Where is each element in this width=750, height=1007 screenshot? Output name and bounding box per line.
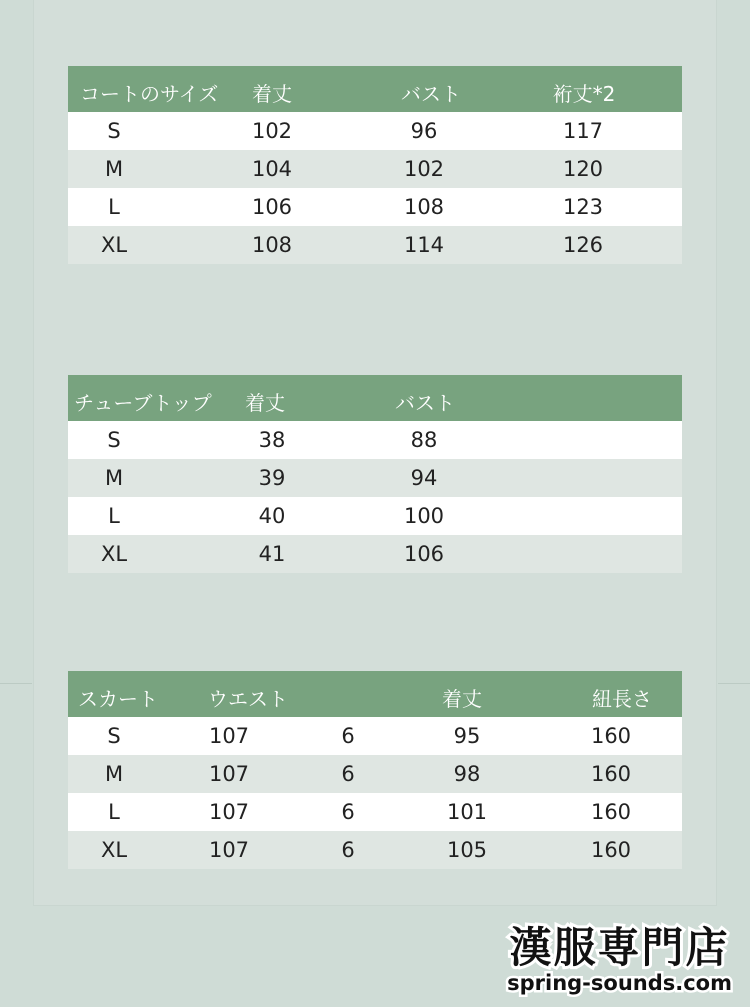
cell-waist: 107 [208,838,250,862]
divider-left [0,683,32,684]
divider-right [718,683,750,684]
cell-string: 160 [590,724,632,748]
skirt-header-string: 紐長さ [592,687,652,711]
table-row [68,226,682,264]
cell-size: XL [100,542,128,566]
cell-length: 41 [258,542,286,566]
cell-sleeve: 126 [562,233,604,257]
brand-url: spring-sounds.com [507,971,732,995]
coat-header-bust: バスト [401,82,461,106]
coat-header-size: コートのサイズ [80,82,219,106]
skirt-header-waist: ウエスト [208,687,288,711]
table-row [68,188,682,226]
cell-sleeve: 120 [562,157,604,181]
cell-waist-extra: 6 [341,800,355,824]
cell-length: 101 [446,800,488,824]
coat-table-header [68,66,682,112]
cell-bust: 106 [403,542,445,566]
skirt-header-size: スカート [78,687,158,711]
cell-length: 104 [251,157,293,181]
cell-string: 160 [590,838,632,862]
table-row [68,421,682,459]
cell-waist: 107 [208,724,250,748]
cell-size: L [108,800,120,824]
cell-size: S [107,724,121,748]
brand-watermark [507,925,732,995]
cell-bust: 108 [403,195,445,219]
table-row [68,112,682,150]
cell-bust: 96 [410,119,438,143]
coat-header-length: 着丈 [252,82,292,106]
cell-bust: 88 [410,428,438,452]
skirt-table-header [68,671,682,717]
cell-bust: 114 [403,233,445,257]
table-row [68,150,682,188]
table-row [68,717,682,755]
cell-bust: 94 [410,466,438,490]
cell-length: 95 [453,724,481,748]
cell-length: 105 [446,838,488,862]
tube-header-bust: バスト [395,391,455,415]
cell-sleeve: 117 [562,119,604,143]
skirt-header-length: 着丈 [442,687,482,711]
cell-size: M [104,762,124,786]
cell-waist: 107 [208,762,250,786]
brand-name: 漢服専門店 [509,923,730,972]
coat-header-sleeve: 裄丈*2 [552,82,616,106]
coat-size-table [68,66,682,264]
cell-size: M [104,157,124,181]
tube-header-length: 着丈 [245,391,285,415]
cell-waist-extra: 6 [341,838,355,862]
table-row [68,535,682,573]
skirt-size-table [68,671,682,869]
cell-waist: 107 [208,800,250,824]
cell-bust: 102 [403,157,445,181]
cell-length: 38 [258,428,286,452]
cell-string: 160 [590,800,632,824]
table-row [68,755,682,793]
cell-size: S [107,428,121,452]
tube-table-header [68,375,682,421]
cell-size: L [108,504,120,528]
table-row [68,459,682,497]
cell-length: 108 [251,233,293,257]
table-row [68,831,682,869]
cell-waist-extra: 6 [341,762,355,786]
cell-size: M [104,466,124,490]
cell-length: 39 [258,466,286,490]
tube-top-size-table [68,375,682,573]
tube-header-size: チューブトップ [74,391,212,415]
cell-length: 102 [251,119,293,143]
cell-length: 98 [453,762,481,786]
cell-size: XL [100,233,128,257]
cell-length: 106 [251,195,293,219]
table-row [68,497,682,535]
cell-waist-extra: 6 [341,724,355,748]
cell-string: 160 [590,762,632,786]
cell-sleeve: 123 [562,195,604,219]
cell-size: L [108,195,120,219]
cell-size: S [107,119,121,143]
cell-size: XL [100,838,128,862]
cell-bust: 100 [403,504,445,528]
table-row [68,793,682,831]
cell-length: 40 [258,504,286,528]
